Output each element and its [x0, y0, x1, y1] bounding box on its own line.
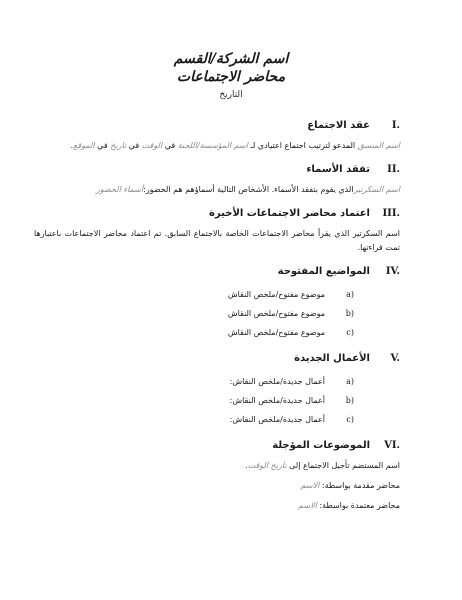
- paragraph-text: في: [126, 141, 142, 150]
- list-item: [34, 304, 400, 323]
- section-paragraph: اسم السكرتير الذي يقرأ محاضر الاجتماعات الخاصة بالاجتماع السابق. تم اعتماد محاضر الاجتماعات باعتبارها تمت قراءتها.: [34, 229, 400, 252]
- document-header: [0, 50, 462, 100]
- paragraph-text: .: [245, 461, 248, 470]
- paragraph-text: اسم المستضم: [352, 461, 400, 470]
- list-item-text: موضوع مفتوح/ملخص النقاش: [227, 290, 325, 299]
- list-item-letter: a): [346, 377, 354, 386]
- list-item: [34, 372, 400, 391]
- list-item-text: أعمال جديدة/ملخص النقاش:: [229, 377, 325, 386]
- paragraph-text: الذي يقوم بتفقد الأسماء. الأشخاص التالية أسماؤهم هم الحضور:: [143, 185, 354, 194]
- placeholder-text: اسم المؤسسة/اللجنة: [177, 141, 248, 150]
- paragraph-text: محاضر مقدمة بواسطة:: [319, 481, 400, 490]
- section-title: عقد الاجتماع: [307, 120, 370, 131]
- list-item-letter: c): [346, 328, 354, 337]
- minutes-approved-line: [34, 499, 400, 513]
- section-number: V.: [390, 353, 400, 364]
- placeholder-text: تاريخ: [110, 141, 127, 150]
- section-number: VI.: [384, 440, 400, 451]
- minutes-submitted-line: [34, 479, 400, 493]
- placeholder-text: اسم المنسق: [357, 141, 400, 150]
- section-approval-of-minutes: [34, 206, 400, 255]
- section-title: اعتماد محاضر الاجتماعات الأخيرة: [209, 208, 370, 219]
- section-heading: [34, 351, 400, 367]
- section-roll-call: [34, 162, 400, 197]
- section-title: الموضوعات المؤجلة: [272, 440, 370, 451]
- section-adjournment: [34, 438, 400, 513]
- placeholder-text: أسماء الحضور: [96, 185, 144, 194]
- section-heading: [34, 162, 400, 178]
- section-number: II.: [387, 164, 400, 175]
- placeholder-text: الموقع: [73, 141, 95, 150]
- list-item-letter: a): [346, 290, 354, 299]
- section-heading: [34, 206, 400, 222]
- list-item-text: أعمال جديدة/ملخص النقاش:: [229, 415, 325, 424]
- list-item: [34, 391, 400, 410]
- date-label: التاريخ: [219, 90, 243, 100]
- list-item: [34, 323, 400, 342]
- placeholder-text: الاسم: [300, 481, 320, 490]
- adjournment-line: [34, 459, 400, 473]
- list-item: [34, 410, 400, 429]
- section-number: III.: [382, 208, 400, 219]
- open-issues-list: [34, 285, 400, 342]
- section-title: تفقد الأسماء: [306, 164, 370, 175]
- section-call-to-order: [34, 118, 400, 153]
- list-item-text: موضوع مفتوح/ملخص النقاش: [227, 328, 325, 337]
- section-open-issues: [34, 264, 400, 342]
- minutes-title: محاضر الاجتماعات: [176, 69, 286, 85]
- list-item-letter: b): [345, 396, 354, 405]
- placeholder-text: تاريخ: [270, 461, 287, 470]
- list-item-letter: b): [345, 309, 354, 318]
- paragraph-text: محاضر معتمدة بواسطة:: [316, 501, 400, 510]
- placeholder-text: الوقت: [247, 461, 269, 470]
- list-item: [34, 285, 400, 304]
- paragraph-text: في: [94, 141, 111, 150]
- new-business-list: [34, 372, 400, 429]
- section-new-business: [34, 351, 400, 429]
- section-heading: [34, 264, 400, 280]
- placeholder-text: اسم السكرتير: [353, 185, 400, 194]
- paragraph-text: في: [162, 141, 178, 150]
- list-item-letter: c): [346, 415, 354, 424]
- section-number: I.: [391, 120, 400, 131]
- section-number: IV.: [385, 266, 400, 277]
- paragraph-text: .: [70, 141, 74, 150]
- placeholder-text: الوقت: [141, 141, 163, 150]
- document-body: [34, 118, 400, 522]
- list-item-text: موضوع مفتوح/ملخص النقاش: [227, 309, 325, 318]
- paragraph-text: المدعو لترتيب اجتماع اعتيادي لـ: [247, 141, 358, 150]
- section-heading: [34, 118, 400, 134]
- section-title: الأعمال الجديدة: [294, 353, 370, 364]
- section-paragraph: [34, 139, 400, 153]
- section-heading: [34, 438, 400, 454]
- section-title: المواضيع المفتوحة: [277, 266, 370, 277]
- paragraph-text: تأجيل الاجتماع إلى: [286, 461, 353, 470]
- placeholder-text: الاسم: [298, 501, 317, 510]
- list-item-text: أعمال جديدة/ملخص النقاش:: [229, 396, 325, 405]
- company-title: اسم الشركة/القسم: [173, 51, 289, 67]
- section-paragraph: [34, 183, 400, 197]
